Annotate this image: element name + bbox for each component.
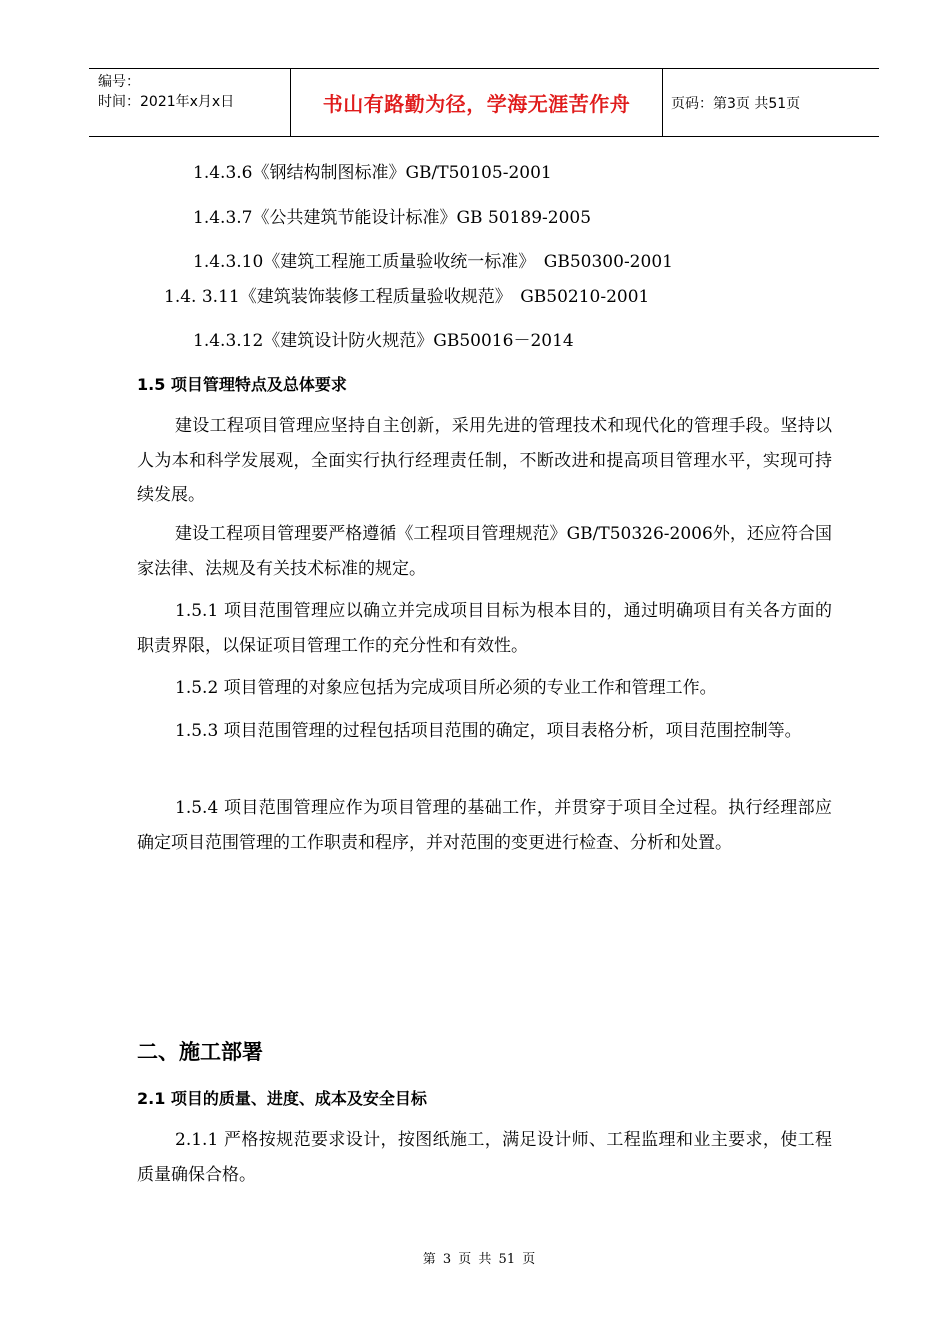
- body-paragraph: 1.5.2 项目管理的对象应包括为完成项目所必须的专业工作和管理工作。: [175, 678, 717, 698]
- page-header: [89, 68, 879, 137]
- section-heading-1-5: 1.5 项目管理特点及总体要求: [137, 375, 347, 394]
- standard-item: 1.4.3.7《公共建筑节能设计标准》GB 50189-2005: [193, 208, 592, 228]
- document-time-label: 时间：2021年x月x日: [98, 94, 235, 110]
- body-paragraph: 2.1.1 严格按规范要求设计，按图纸施工，满足设计师、工程监理和业主要求，使工程质量确保合格。: [137, 1130, 832, 1185]
- standard-item: 1.4.3.12《建筑设计防火规范》GB50016－2014: [193, 331, 574, 351]
- page-footer: 第 3 页 共 51 页: [422, 1252, 536, 1267]
- standard-item: 1.4.3.10《建筑工程施工质量验收统一标准》 GB50300-2001: [193, 252, 673, 272]
- header-meta: [89, 69, 291, 136]
- body-paragraph: 1.5.1 项目范围管理应以确立并完成项目目标为根本目的，通过明确项目有关各方面的职责界限，以保证项目管理工作的充分性和有效性。: [137, 601, 832, 656]
- section-heading-2-1: 2.1 项目的质量、进度、成本及安全目标: [137, 1089, 427, 1108]
- standard-item: 1.4.3.6《钢结构制图标准》GB/T50105-2001: [193, 163, 552, 183]
- header-page-info: 页码：第3页 共51页: [671, 95, 801, 112]
- chapter-heading: 二、施工部署: [137, 1040, 263, 1064]
- document-number-label: 编号：: [98, 74, 140, 90]
- body-paragraph: 1.5.3 项目范围管理的过程包括项目范围的确定，项目表格分析，项目范围控制等。: [175, 721, 802, 741]
- header-motto: 书山有路勤为径，学海无涯苦作舟: [291, 69, 663, 136]
- body-paragraph: 1.5.4 项目范围管理应作为项目管理的基础工作，并贯穿于项目全过程。执行经理部应确定项目范围管理的工作职责和程序，并对范围的变更进行检查、分析和处置。: [137, 798, 832, 853]
- body-paragraph: 建设工程项目管理应坚持自主创新，采用先进的管理技术和现代化的管理手段。坚持以人为本和科学发展观，全面实行执行经理责任制，不断改进和提高项目管理水平，实现可持续发展。: [137, 416, 832, 505]
- standard-item: 1.4. 3.11《建筑装饰装修工程质量验收规范》 GB50210-2001: [164, 287, 650, 307]
- body-paragraph: 建设工程项目管理要严格遵循《工程项目管理规范》GB/T50326-2006外，还应符合国家法律、法规及有关技术标准的规定。: [137, 524, 832, 579]
